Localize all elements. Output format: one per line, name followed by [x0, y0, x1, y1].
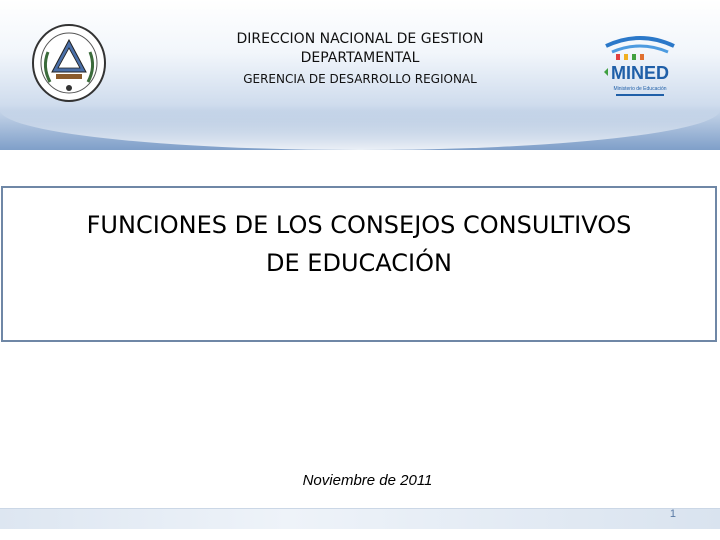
- coat-of-arms-seal: [30, 22, 108, 104]
- slide-title: [3, 206, 715, 282]
- header-line-1: DIRECCION NACIONAL DE GESTION: [236, 31, 484, 47]
- logo-text: MINED: [611, 63, 669, 83]
- page-number: 1: [669, 508, 676, 520]
- header-subtitle: GERENCIA DE DESARROLLO REGIONAL: [243, 72, 477, 86]
- header-line-2: DEPARTAMENTAL: [300, 50, 420, 66]
- mined-logo: [600, 32, 680, 102]
- slide-date: Noviembre de 2011: [302, 472, 433, 489]
- logo-tagline: Ministerio de Educación: [613, 86, 667, 92]
- header-title: [160, 30, 560, 68]
- title-line-1: FUNCIONES DE LOS CONSEJOS CONSULTIVOS: [86, 211, 632, 239]
- footer-band: [0, 508, 720, 529]
- title-box: [1, 186, 717, 342]
- title-line-2: DE EDUCACIÓN: [266, 249, 452, 277]
